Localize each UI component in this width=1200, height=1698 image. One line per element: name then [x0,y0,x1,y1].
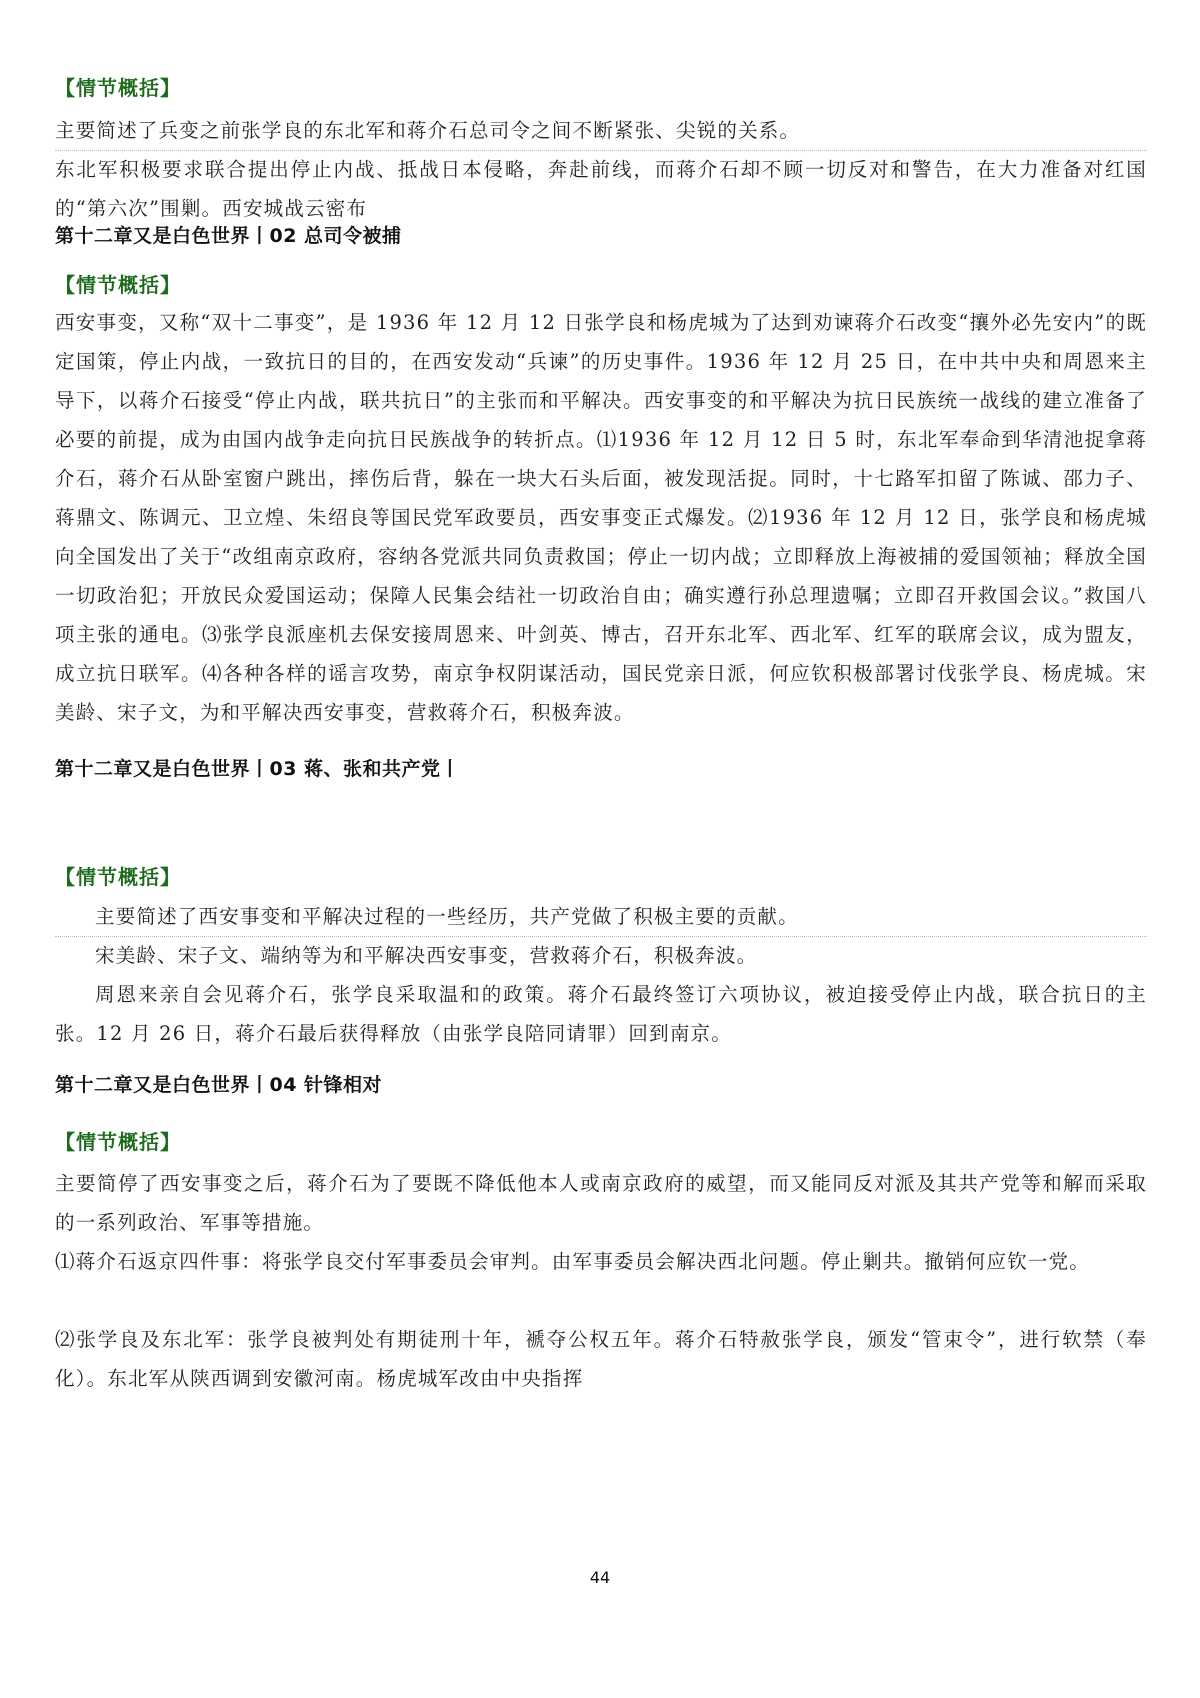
paragraph: 宋美龄、宋子文、端纳等为和平解决西安事变，营救蒋介石，积极奔波。 [95,944,758,967]
chapter-heading: 第十二章又是白色世界丨02 总司令被捕 [55,225,402,247]
paragraph: 主要简停了西安事变之后，蒋介石为了要既不降低他本人或南京政府的威望，而又能同反对派及其共产党等和解而采取的一系列政治、军事等措施。 [55,1172,1147,1234]
paragraph: ⑴蒋介石返京四件事：将张学良交付军事委员会审判。由军事委员会解决西北问题。停止剿共。撤销何应钦一党。 [55,1250,1091,1273]
paragraph: 西安事变，又称“双十二事变”，是 1936 年 12 月 12 日张学良和杨虎城为了达到劝谏蒋介石改变“攘外必先安内”的既定国策，停止内战，一致抗日的目的，在西安发动“兵谏”的历史事件。1936 年 12 月 25 日，在中共中央和周恩来主导下，以蒋介石接受“停止内战，联共抗日”的主张而和平解决。西安事变的和平解决为抗日民族统一战线的建立准备了必要的前提，成为由国内战争走向抗日民族战争的转折点。⑴1936 年 12 月 12 日 5 时，东北军奉命到华清池捉拿蒋介石，蒋介石从卧室窗户跳出，摔伤后背，躲在一块大石头后面，被发现活捉。同时，十七路军扣留了陈诚、邵力子、蒋鼎文、陈调元、卫立煌、朱绍良等国民党军政要员，西安事变正式爆发。⑵1936 年 12 月 12 日，张学良和杨虎城向全国发出了关于“改组南京政府，容纳各党派共同负责救国；停止一切内战；立即释放上海被捕的爱国领袖；释放全国一切政治犯；开放民众爱国运动；保障人民集会结社一切政治自由；确实遵行孙总理遗嘱；立即召开救国会议。”救国八项主张的通电。⑶张学良派座机去保安接周恩来、叶剑英、博古，召开东北军、西北军、红军的联席会议，成为盟友，成立抗日联军。⑷各种各样的谣言攻势，南京争权阴谋活动，国民党亲日派，何应钦积极部署讨伐张学良、杨虎城。宋美龄、宋子文，为和平解决西安事变，营救蒋介石，积极奔波。 [55,311,1147,724]
section-label: 【情节概括】 [55,76,181,100]
section-label: 【情节概括】 [55,273,181,297]
chapter-heading: 第十二章又是白色世界丨04 针锋相对 [55,1074,383,1096]
page-number: 44 [589,1568,611,1587]
section-label: 【情节概括】 [55,1130,181,1154]
chapter-heading: 第十二章又是白色世界丨03 蒋、张和共产党丨 [55,758,461,780]
section-label: 【情节概括】 [55,865,181,889]
paragraph: ⑵张学良及东北军：张学良被判处有期徒刑十年，褫夺公权五年。蒋介石特赦张学良，颁发“管束令”，进行软禁（奉化）。东北军从陕西调到安徽河南。杨虎城军改由中央指挥 [55,1328,1147,1390]
paragraph: 东北军积极要求联合提出停止内战、抵战日本侵略，奔赴前线，而蒋介石却不顾一切反对和警告，在大力准备对红国的“第六次”围剿。西安城战云密布 [55,158,1147,220]
paragraph: 主要简述了西安事变和平解决过程的一些经历，共产党做了积极主要的贡献。 [55,897,1147,937]
paragraph: 周恩来亲自会见蒋介石，张学良采取温和的政策。蒋介石最终签订六项协议，被迫接受停止内战，联合抗日的主张。12 月 26 日，蒋介石最后获得释放（由张学良陪同请罪）回到南京。 [55,983,1147,1045]
paragraph: 主要简述了兵变之前张学良的东北军和蒋介石总司令之间不断紧张、尖锐的关系。 [55,111,1147,151]
